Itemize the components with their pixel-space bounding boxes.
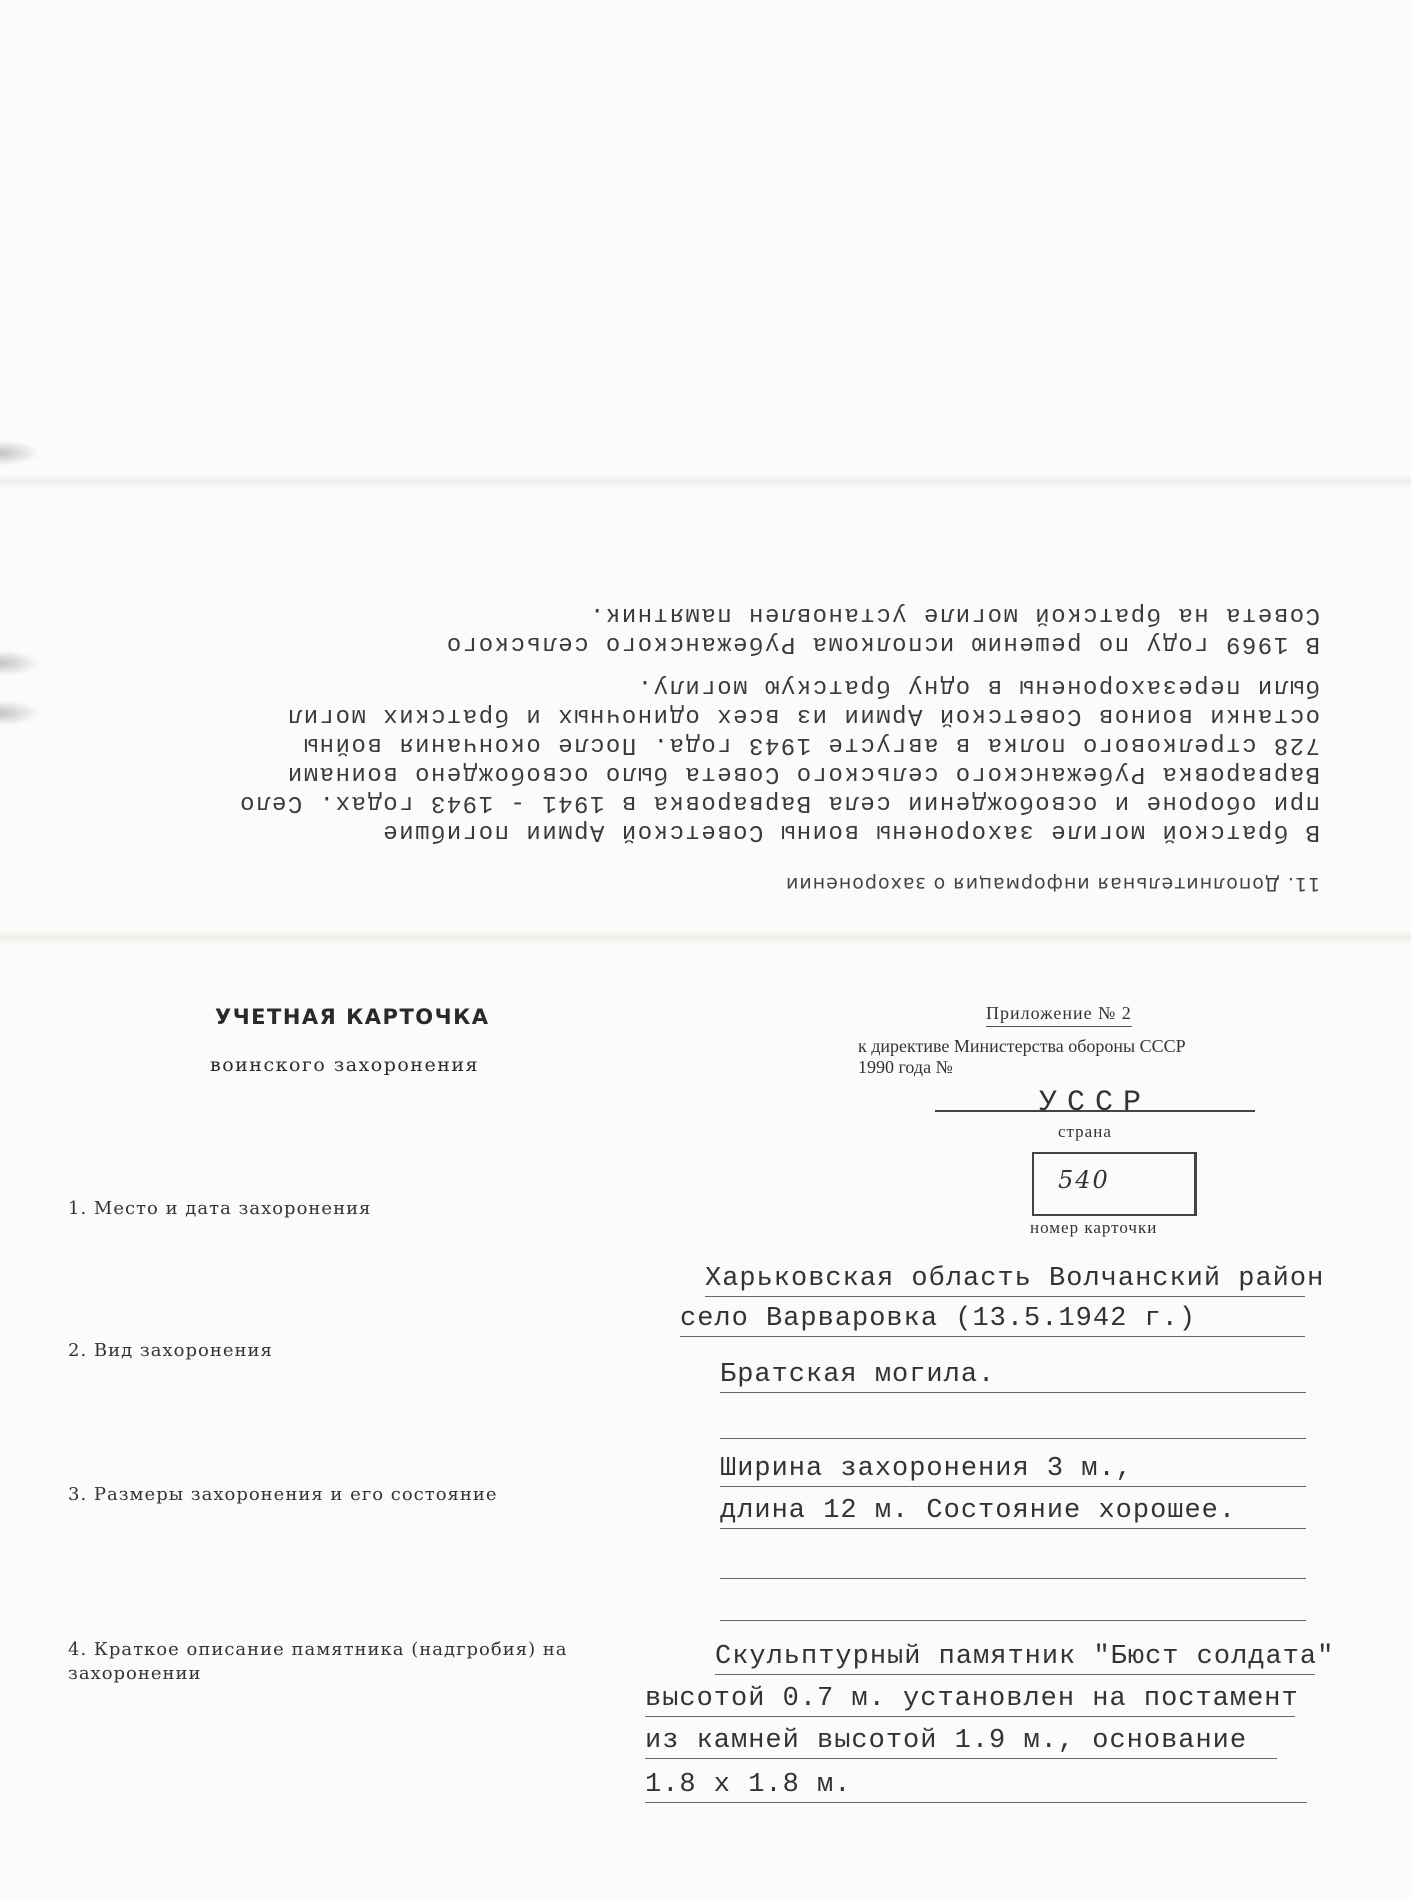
edge-stain (0, 440, 40, 466)
additional-info-line: В братской могиле захоронены воины Советской Армии погибшие (381, 818, 1320, 845)
field-value: высотой 0.7 м. установлен на постамент (645, 1684, 1299, 1714)
field-line (720, 1404, 1306, 1439)
additional-info-line: В 1969 году по решению исполкома Рубежанского сельского (445, 630, 1320, 657)
card-subtitle: воинского захоронения (210, 1054, 480, 1076)
additional-info-line: останки воинов Советской Армии из всех одиночных и братских могил (286, 702, 1320, 729)
field-value: длина 12 м. Состояние хорошее. (720, 1496, 1237, 1526)
field-line (715, 1640, 1335, 1675)
additional-info-line: при обороне и освобождении села Варваровка в 1941 - 1943 годах. Село (238, 789, 1320, 816)
field-value: из камней высотой 1.9 м., основание (645, 1726, 1248, 1756)
additional-info-heading: 11. Дополнительная информация о захоронении (785, 873, 1320, 895)
field-line (645, 1724, 1277, 1759)
field-line (680, 1302, 1305, 1337)
annex-directive: к директиве Министерства обороны СССР (858, 1036, 1186, 1056)
field-value: село Варваровка (13.5.1942 г.) (680, 1304, 1197, 1334)
country-underline (935, 1110, 1255, 1112)
field-line (720, 1494, 1306, 1529)
country-value: УССР (1038, 1086, 1151, 1120)
card-title: УЧЕТНАЯ КАРТОЧКА (215, 1005, 490, 1029)
annex-year: 1990 года № (858, 1057, 953, 1077)
field-line (720, 1544, 1306, 1579)
field-value: Харьковская область Волчанский район (705, 1264, 1325, 1294)
field-label-monument: 4. Краткое описание памятника (надгробия) на захоронении (68, 1639, 568, 1684)
field-line (645, 1682, 1299, 1717)
field-label-burial-size: 3. Размеры захоронения и его состояние (68, 1484, 498, 1505)
additional-info-line: 728 стрелкового полка в августе 1943 года. После окончания войны (302, 731, 1320, 758)
additional-info-section (60, 555, 1320, 895)
card-number: 540 (1058, 1166, 1110, 1194)
edge-stain (0, 650, 40, 676)
field-label-burial-type: 2. Вид захоронения (68, 1340, 273, 1361)
field-value: Ширина захоронения 3 м., (720, 1454, 1133, 1484)
field-line (705, 1262, 1325, 1297)
field-line (720, 1452, 1306, 1487)
additional-info-line: Варваровка Рубежанского сельского Совета было освобождено воинами (286, 760, 1320, 787)
card-number-box (1032, 1152, 1197, 1216)
annex-number: Приложение № 2 (986, 1003, 1132, 1023)
field-value: 1.8 х 1.8 м. (645, 1770, 852, 1800)
card-number-caption: номер карточки (1030, 1218, 1158, 1237)
field-value: Братская могила. (720, 1360, 996, 1390)
paper-fold (0, 474, 1411, 490)
field-value: Скульптурный памятник "Бюст солдата" (715, 1642, 1335, 1672)
field-line (645, 1768, 1307, 1803)
additional-info-line: были перезахоронены в одну братскую могилу. (636, 673, 1320, 700)
additional-info-line: Совета на братской могиле установлен памятник. (588, 601, 1320, 628)
field-label-burial-place: 1. Место и дата захоронения (68, 1198, 372, 1219)
field-line (720, 1586, 1306, 1621)
field-line (720, 1358, 1306, 1393)
country-caption: страна (1058, 1122, 1112, 1141)
paper-fold (0, 930, 1411, 946)
edge-stain (0, 700, 40, 726)
